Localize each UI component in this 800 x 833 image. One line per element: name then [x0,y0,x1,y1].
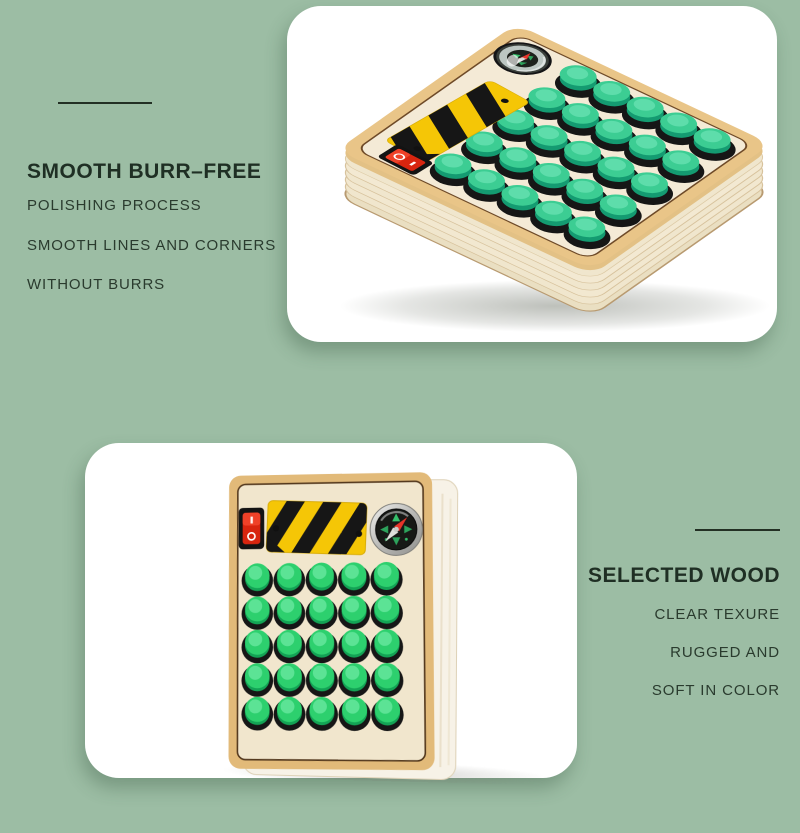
busy-board-angled [287,6,777,342]
section-line: POLISHING PROCESS [27,197,202,214]
compass [370,503,423,556]
product-photo-front [85,443,577,778]
board-front-face [229,456,435,770]
busy-board-front [87,443,582,786]
section-line: RUGGED AND [670,644,780,661]
section-dash [58,102,152,104]
section-heading: SMOOTH BURR–FREE [27,160,262,183]
section-line: WITHOUT BURRS [27,276,166,293]
section-line: SMOOTH LINES AND CORNERS [27,237,277,254]
section-dash [695,529,780,531]
product-photo-angled [287,6,777,342]
board-perspective-wrap [87,443,582,786]
section-line: CLEAR TEXURE [654,606,780,623]
section-heading: SELECTED WOOD [587,564,780,587]
section-line: SOFT IN COLOR [651,682,780,699]
rocker-switch [239,508,264,550]
push-button-grid [241,562,403,731]
